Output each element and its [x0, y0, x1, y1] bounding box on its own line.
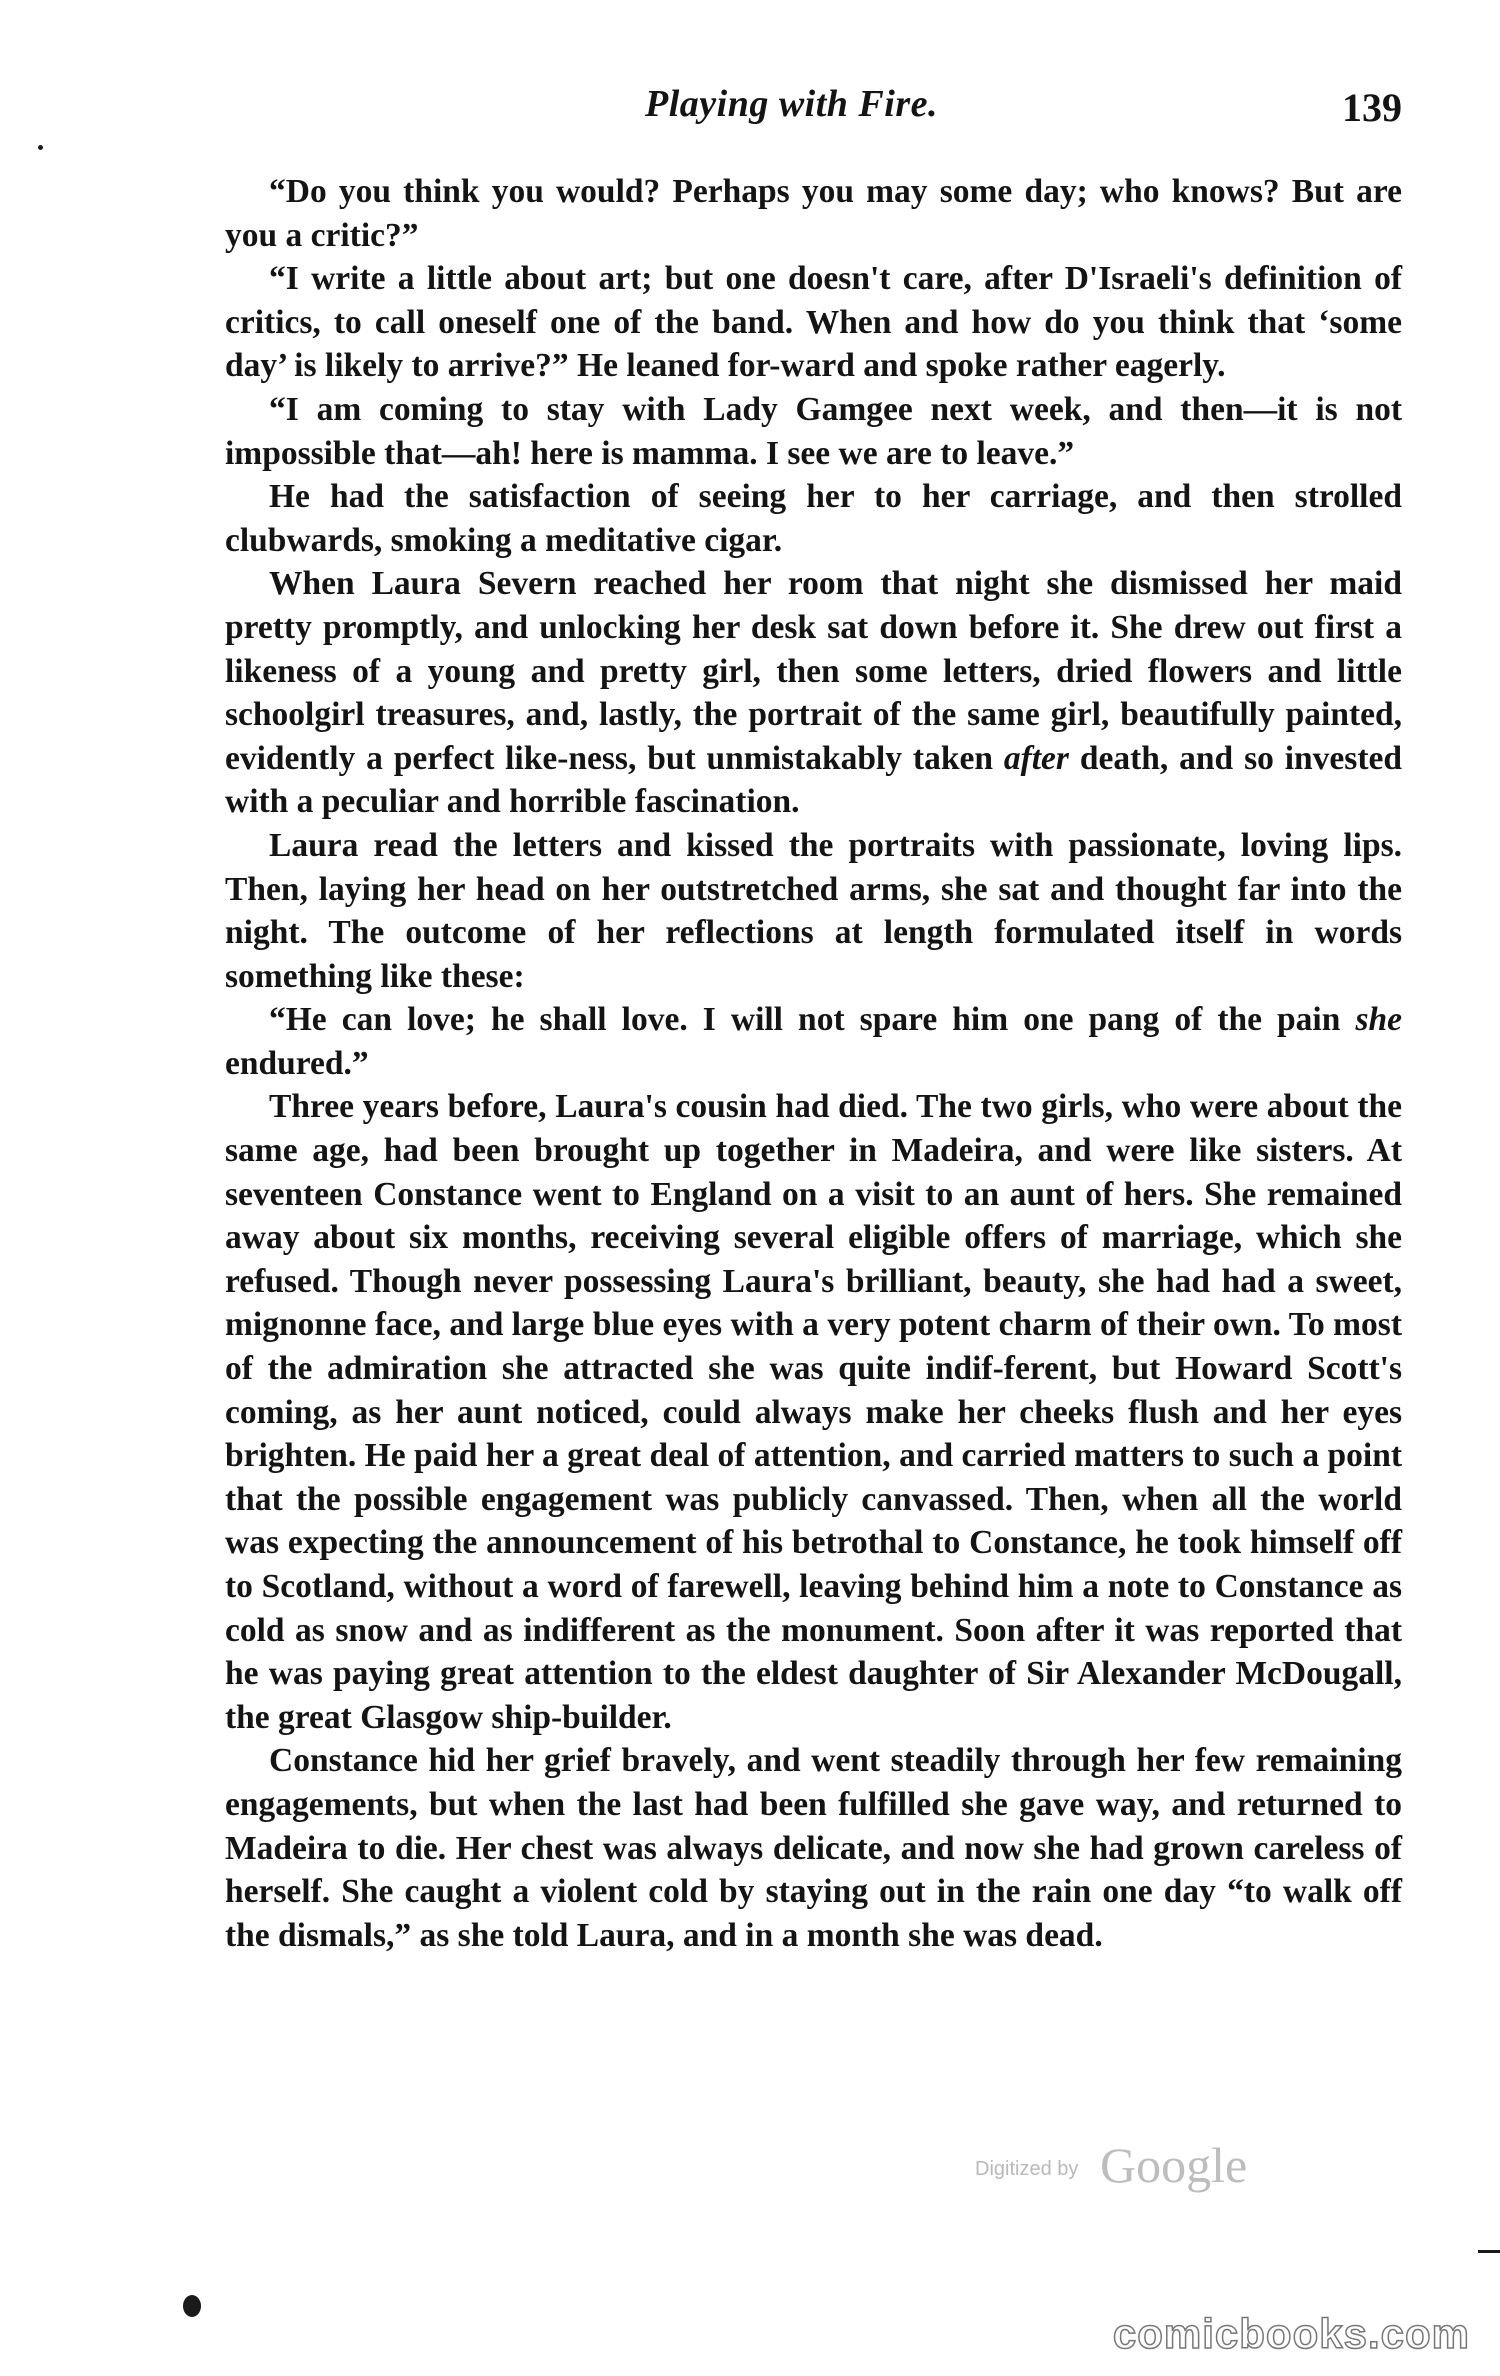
paragraph-2: “I write a little about art; but one doesn't care, after D'Israeli's definition of critics, to call oneself one of the band. When and how do you think that ‘some day’ is likely to arrive?” He leaned for-ward and spoke rather eagerly. — [225, 260, 1402, 385]
running-title: Playing with Fire. — [645, 83, 938, 125]
paragraph-4: He had the satisfaction of seeing her to her carriage, and then strolled clubwards, smoking a meditative cigar. — [225, 478, 1402, 559]
italic-word: she — [1355, 1001, 1402, 1039]
digitized-label: Digitized by — [975, 2158, 1079, 2180]
margin-mark — [1478, 2250, 1500, 2253]
paragraph-3: “I am coming to stay with Lady Gamgee next week, and then—it is not impossible that—ah! here is mamma. I see we are to leave.” — [225, 390, 1402, 472]
page-header — [225, 82, 1402, 142]
italic-word: after — [1003, 739, 1069, 777]
ink-speck — [183, 2295, 201, 2317]
paragraph-6: Laura read the letters and kissed the portraits with passionate, loving lips. Then, laying her head on her outstretched arms, she sat and thought far into the night. The outcome of her reflections at length formulated itself in words something like these: — [225, 826, 1402, 995]
ink-speck-small — [38, 145, 43, 150]
paragraph-5: When Laura Severn reached her room that night she dismissed her maid pretty promptly, and unlocking her desk sat down before it. She drew out first a likeness of a young and pretty girl, then some letters, dried flowers and little schoolgirl treasures, and, lastly, the portrait of the same girl, beautifully painted, evidently a perfect like-ness, but unmistakably taken after death, and so invested with a peculiar and horrible fascination. — [225, 565, 1402, 821]
paragraph-1: “Do you think you would? Perhaps you may some day; who knows? But are you a critic?” — [225, 173, 1402, 254]
google-logo: Google — [1100, 2137, 1248, 2193]
page-number: 139 — [1342, 85, 1402, 130]
paragraph-7: “He can love; he shall love. I will not spare him one pang of the pain she endured.” — [225, 1001, 1402, 1082]
watermark-text: comicbooks.com — [1112, 2310, 1470, 2357]
paragraph-9: Constance hid her grief bravely, and went steadily through her few remaining engagements, but when the last had been fulfilled she gave way, and returned to Madeira to die. Her chest was always delicate, and now she had grown careless of herself. She caught a violent cold by staying out in the rain one day “to walk off the dismals,” as she told Laura, and in a month she was dead. — [225, 1742, 1402, 1954]
body-text — [225, 170, 1402, 1957]
paragraph-8: Three years before, Laura's cousin had died. The two girls, who were about the same age, had been brought up together in Madeira, and were like sisters. At seventeen Constance went to England on a visit to an aunt of hers. She remained away about six months, receiving several eligible offers of marriage, which she refused. Though never possessing Laura's brilliant, beauty, she had had a sweet, mignonne face, and large blue eyes with a very potent charm of their own. To most of the admiration she attracted she was quite indif-ferent, but Howard Scott's coming, as her aunt noticed, could always make her cheeks flush and her eyes brighten. He paid her a great deal of attention, and carried matters to such a point that the possible engagement was publicly canvassed. Then, when all the world was expecting the announcement of his betrothal to Constance, he took himself off to Scotland, without a word of farewell, leaving behind him a note to Constance as cold as snow and as indifferent as the monument. Soon after it was reported that he was paying great attention to the eldest daughter of Sir Alexander McDougall, the great Glasgow ship-builder. — [225, 1088, 1402, 1736]
